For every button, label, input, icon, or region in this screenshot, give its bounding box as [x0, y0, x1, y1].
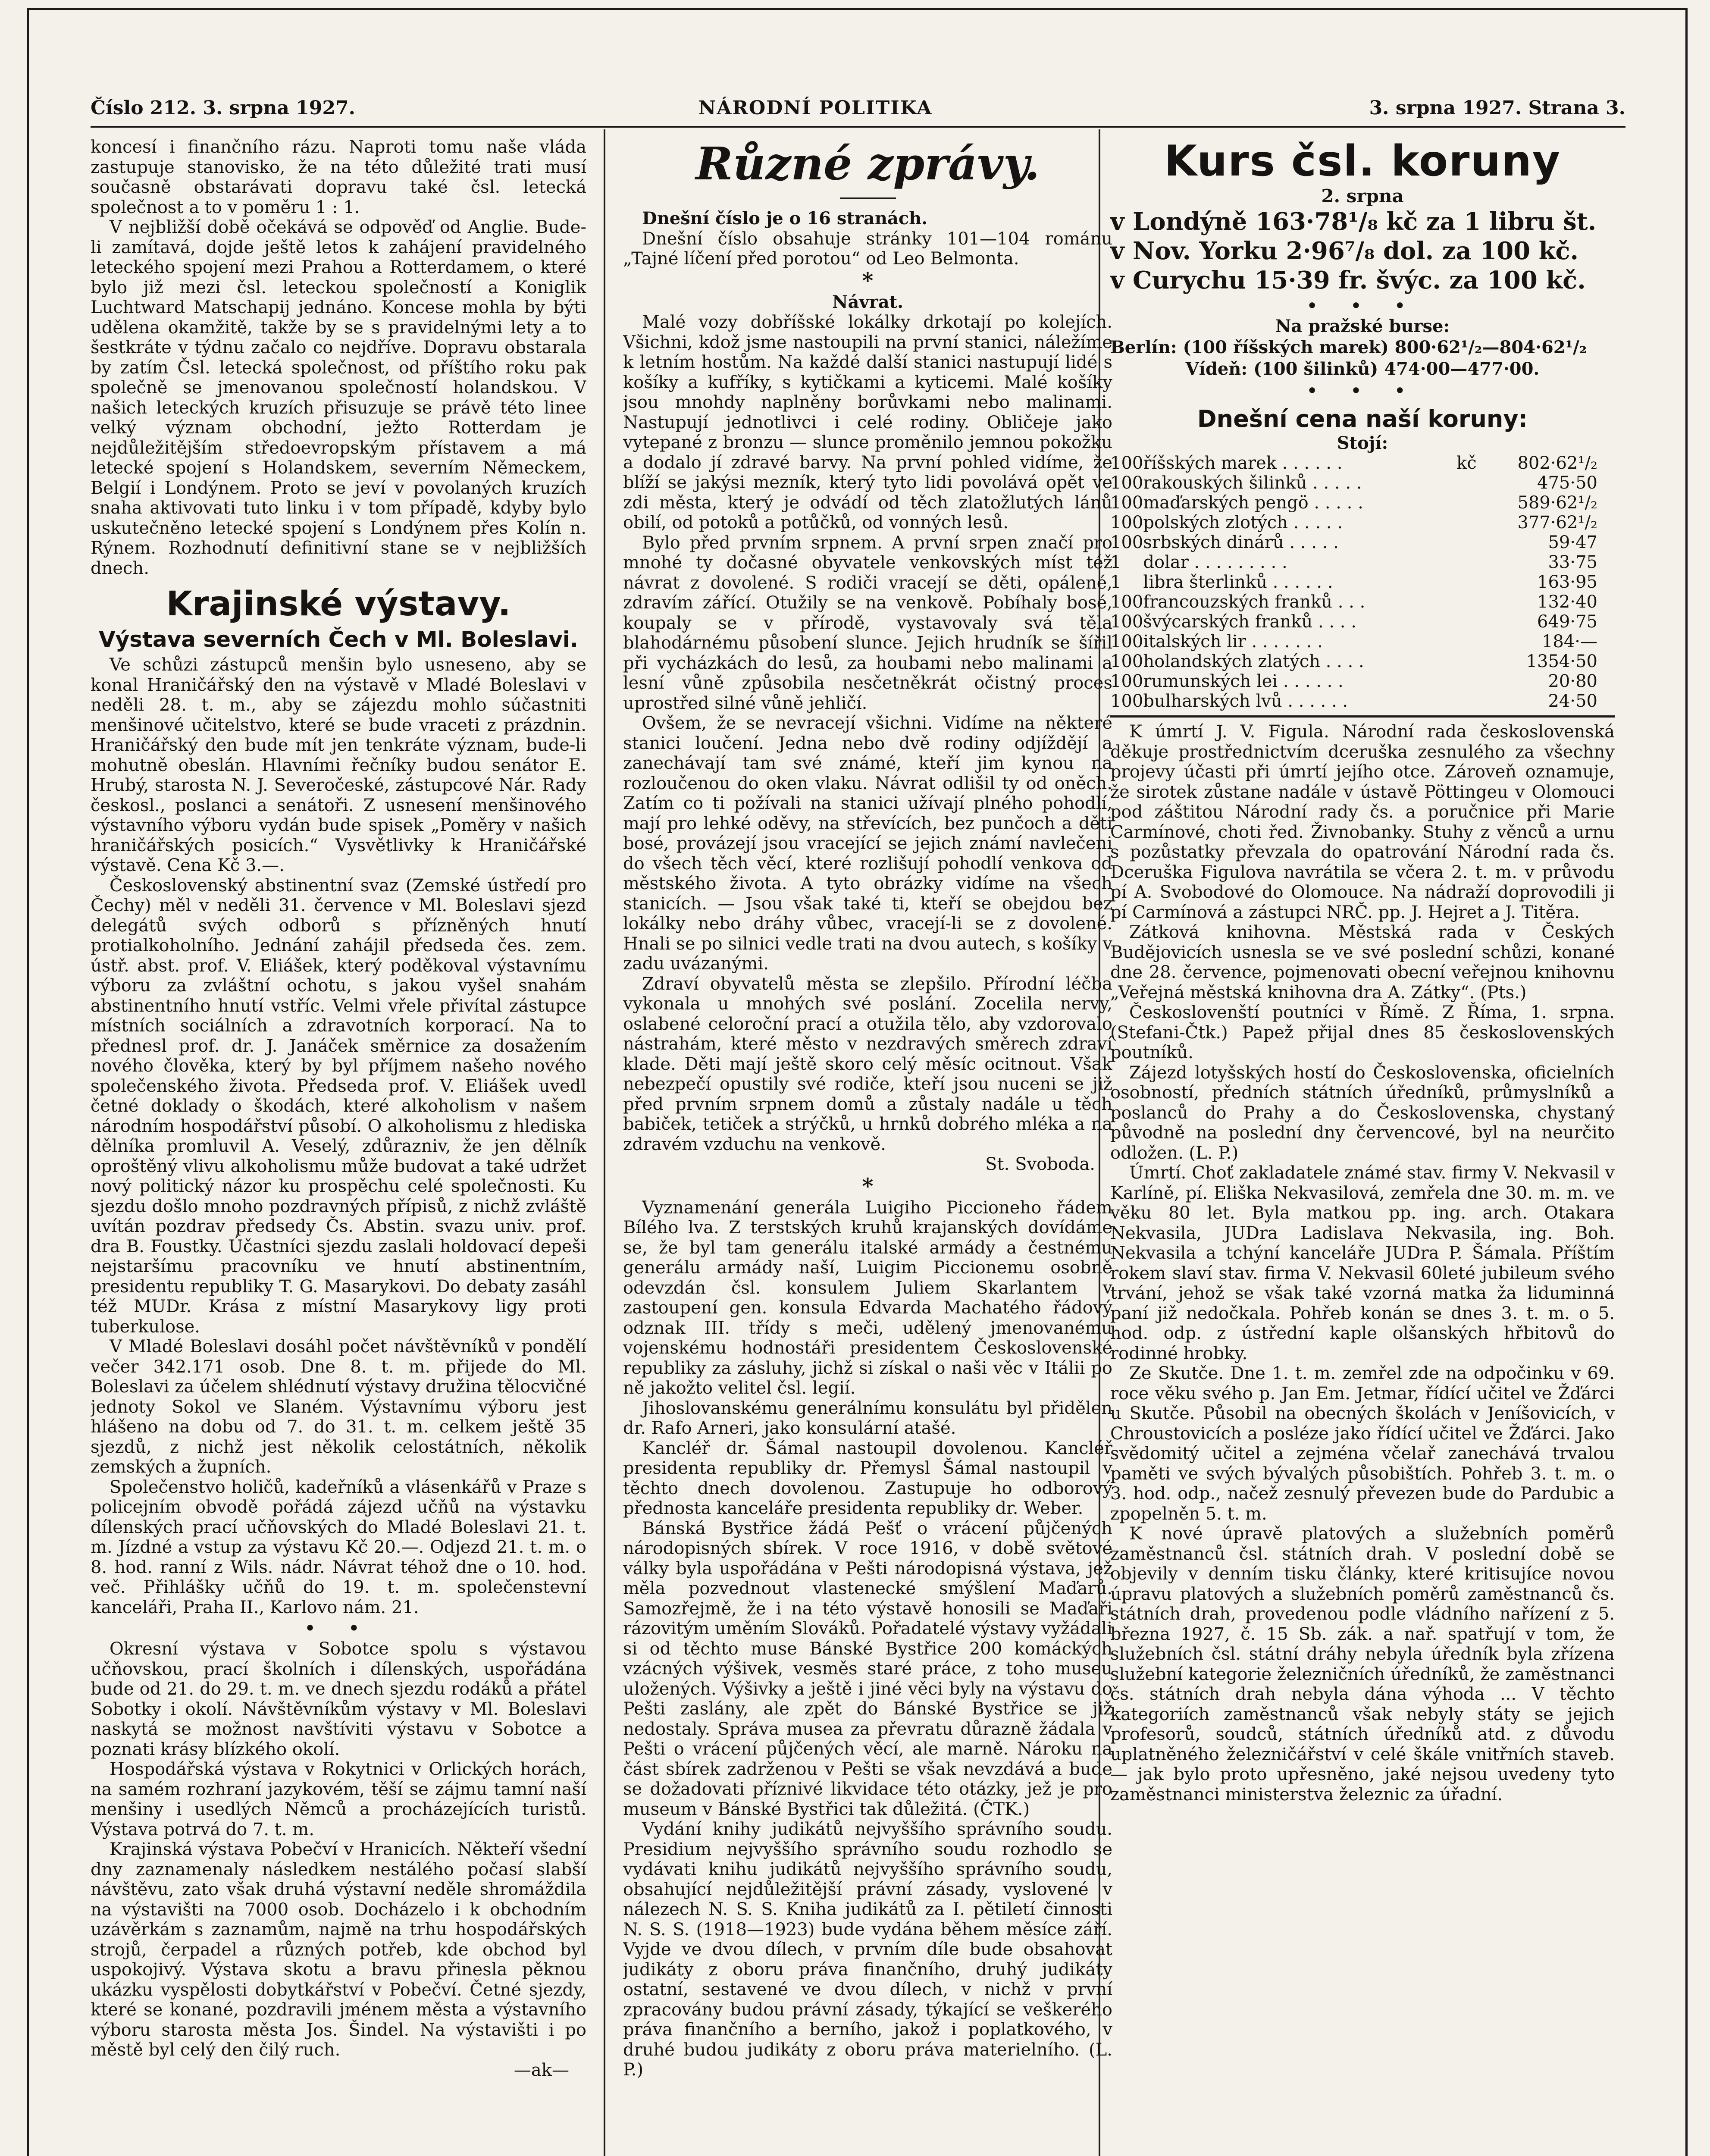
article-text: Společenstvo holičů, kadeřníků a vlásenkářů v Praze s policejním obvodě pořádá zájezd učňů na výstavku dílenských prací učňovských do Mladé Boleslavi 21. t. m. Jízdné a vstup za výstavu Kč 20.—. Odjezd 21. t. m. o 8. hod. ranní z Wils. nádr. Návrat téhož dne o 10. hod. več. Přihlášky učňů do 19. t. m. společenstevní kanceláři, Praha II., Karlovo nám. 21. — [91, 1477, 586, 1617]
divider — [840, 197, 896, 199]
table-row: 100 říšských marek . . . . . . kč 802·62¹/₂ — [1110, 453, 1597, 473]
rates-subheading: Stojí: — [1337, 432, 1388, 453]
bourse-berlin: Berlín: (100 říšských marek) 800·62¹/₂—804·62¹/₂ — [1110, 337, 1587, 357]
article-text: Hospodářská výstava v Rokytnici v Orlických horách, na samém rozhraní jazykovém, těší se zájmu tamní naší menšiny i usedlých Němců a procházejících turistů. Výstava potrvá do 7. t. m. — [91, 1759, 586, 1839]
rates-table — [1110, 453, 1615, 711]
table-row: 100 rumunských lei . . . . . . 20·80 — [1110, 671, 1597, 691]
article-text: K nové úpravě platových a služebních poměrů zaměstnanců čsl. státních drah. V poslední době se objevily v denním tisku články, které kritisujíce novou úpravu platových a služebních poměrů zaměstnanců čs. státních drah, provedenou podle vládního nařízení z 5. března 1927, č. 15 Sb. zák. a nař. spatřují v tom, že služebních čsl. státní dráhy nebyla úředník byla zřízena služební kategorie železničních úředníků, že zaměstnanci čs. státních drah nebyla dána výhoda ... V těchto kategoriích zaměstnanců však nebyly státy se jejich profesorů, soudců, státních úředníků atd. z důvodu uplatněného železničářství v celé škále vnitřních staveb. — jak bylo proto upřesněno, jaké nejsou uvedeny tyto zaměstnanci ministerstva železnic za úřadní. — [1110, 1524, 1615, 1805]
header-issue: Číslo 212. 3. srpna 1927. — [91, 97, 355, 119]
article-text: Československý abstinentní svaz (Zemské ústředí pro Čechy) měl v neděli 31. července v Ml. Boleslavi sjezd delegátů svých odborů s přízněných hnutí protialkoholního. Jednání zahájil předseda čes. zem. ústř. abst. prof. V. Eliášek, který poděkoval výstavnímu výboru za zvláštní ochotu, s jakou vyšel snahám abstinentního hnutí vstříc. Velmi vřele přivítal zástupce místních sociálních a zdravotních korporací. Na to přednesl prof. dr. J. Janáček směrnice za dosažením nového člověka, který by byl příjmem našeho nového společenského života. Předseda prof. V. Eliášek uvedl četné doklady o škodách, které alkoholism v našem národním hospodářství působí. O alkoholismu z hlediska dělníka promluvil A. Veselý, zdůrazniv, že jen dělník oproštěný vlivu alkoholismu může budovat a také udržet nový politický názor ku prospěchu celé společnosti. Ku sjezdu došlo mnoho pozdravných přípisů, z nichž zvláště uvítán pozdrav předsedy Čs. Abstin. svazu univ. prof. dra B. Foustky. Účastníci sjezdu zaslali holdovací depeši nejstaršímu pracovníku ve hnutí abstinentním, presidentu republiky T. G. Masarykovi. Do debaty zasáhl též MUDr. Krása z místní Masarykovy ligy proti tuberkulose. — [91, 875, 586, 1337]
table-row: 100 švýcarských franků . . . . 649·75 — [1110, 612, 1597, 632]
article-text: Dnešní číslo je o 16 stranách. — [642, 208, 928, 229]
article-text: Vydání knihy judikátů nejvyššího správního soudu. Presidium nejvyššího správního soudu rozhodlo se vydávati knihu judikátů nejvyššího správního soudu, obsahující nejdůležitější právní zásady, vyslovené v nálezech N. S. S. Kniha judikátů za I. pětiletí činnosti N. S. S. (1918—1923) bude vydána během měsíce září. Vyjde ve dvou dílech, v prvním díle bude obsahovat judikáty z oboru práva finančního, druhý judikáty ostatní, sestavené ve dvou dílech, v nichž v první zpracovány budou právní zásady, týkající se veškerého práva finančního a berního, jakož i poplatkového, v druhé budou judikáty z oboru práva materielního. (L. P.) — [623, 1819, 1112, 2080]
column-2 — [623, 137, 1112, 2156]
article-text: Ze Skutče. Dne 1. t. m. zemřel zde na odpočinku v 69. roce věku svého p. Jan Em. Jetmar, řídící učitel ve Žďárci u Skutče. Působil na obecných školách v Jeníšovicích, v Chroustovicích a posléze jako řídící učitel ve Žďárci. Jako svědomitý učitel a zejména včelař zanechává trvalou paměti ve svých bývalých působištích. Pohřeb 3. t. m. o 3. hod. odp., načež zesnulý převezen bude do Pardubic a zpopelněn 5. t. m. — [1110, 1363, 1615, 1524]
article-text: Jihoslovanskému generálnímu konsulátu byl přidělen dr. Rafo Arneri, jako konsulární atašé. — [623, 1398, 1112, 1438]
article-text: V Mladé Boleslavi dosáhl počet návštěvníků v pondělí večer 342.171 osob. Dne 8. t. m. přijede do Ml. Boleslavi za účelem shlédnutí výstavy družina tělocvičné jednoty Sokol ve Slaném. Výstavnímu výboru jest hlášeno na dobu od 7. do 31. t. m. celkem ještě 35 sjezdů, z nichž jest několik celostátních, několik zemských a župních. — [91, 1337, 586, 1477]
page-header — [91, 97, 1625, 127]
table-row: 100 rakouských šilinků . . . . . 475·50 — [1110, 473, 1597, 493]
article-heading: Návrat. — [832, 291, 904, 312]
bourse-vienna: Vídeň: (100 šilinků) 474·00—477·00. — [1185, 358, 1540, 379]
rate-new-york: v Nov. Yorku 2·96⁷/₈ dol. za 100 kč. — [1110, 237, 1578, 265]
article-text: Okresní výstava v Sobotce spolu s výstavou učňovskou, prací školních i dílenských, uspořádána bude od 21. do 29. t. m. ve dnech sjezdu rodáků a přátel Sobotky i okolí. Návštěvníkům výstavy v Ml. Boleslavi naskytá se možnost navštíviti výstavu v Sobotce a poznati krásy blízkého okolí. — [91, 1639, 586, 1759]
table-row: 100 bulharských lvů . . . . . . 24·50 — [1110, 691, 1597, 711]
rate-zurich: v Curychu 15·39 fr. švýc. za 100 kč. — [1110, 266, 1586, 295]
table-row: 100 francouzských franků . . . 132·40 — [1110, 592, 1597, 612]
article-text: Kancléř dr. Šámal nastoupil dovolenou. Kancléř presidenta republiky dr. Přemysl Šámal nastoupil v těchto dnech dovolenou. Zastupuje ho odborový přednosta kanceláře presidenta republiky dr. Weber. — [623, 1438, 1112, 1518]
article-text: Krajinská výstava Pobečví v Hranicích. Někteří všední dny zaznamenaly následkem nestálého počasí slabší návštěvu, zato však druhá výstavní neděle shromáždila na výstavišti na 7000 osob. Docházelo i k obchodním uzávěrkám s zaznamům, najmě na trhu hospodářských strojů, čerpadel a různých potřeb, kde obchod byl uspokojivý. Výstava skotu a bravu přinesla pěknou ukázku vyspělosti dobytkářství v Pobečví. Četné sjezdy, které se konané, pozdravili jménem města a výstavního výboru starosta města Jos. Šindel. Na výstavišti i po městě byl celý den čilý ruch. — [91, 1839, 586, 2060]
article-text: Zdraví obyvatelů města se zlepšilo. Přírodní léčba vykonala u mnohých své poslání. Zocelila nervy, oslabené celoroční prací a otužila tělo, aby vzdorovalo nástrahám, které město v nezdravých směrech zdraví klade. Děti mají ještě skoro celý měsíc ocitnout. Však nebezpečí opustily své rodiče, kteří jsou nuceni se již před prvním srpnem domů a zůstaly nadále u těch babiček, tetiček a strýčků, u hrnků dobrého mléka a na zdravém vzduchu na venkově. — [623, 974, 1112, 1154]
rate-london: v Londýně 163·78¹/₈ kč za 1 libru št. — [1110, 207, 1597, 236]
article-text: Vyznamenání generála Luigiho Piccioneho řádem Bílého lva. Z terstských kruhů krajanských dovídáme se, že byl tam generálu italské armády a čestnému generálu armády naší, Luigim Piccionemu osobně odevzdán čsl. konsulem Juliem Skarlantem v zastoupení gen. konsula Edvarda Machatého řádový odznak III. třídy s meči, udělený jmenovanému vojenskému hodnostáři presidentem Československé republiky za zásluhy, jichž si získal o naši věc v Itálii po ně jakožto velitel čsl. legií. — [623, 1197, 1112, 1398]
signature: —ak— — [514, 2060, 569, 2080]
article-text: K úmrtí J. V. Figula. Národní rada československá děkuje prostřednictvím dceruška zesnulého za všechny projevy účasti při úmrtí jejího otce. Zároveň oznamuje, že sirotek zůstane nadále v ústavě Pöttingeu v Olomouci pod záštitou Národní rady čs. a poručnice při Marie Carmínové, choti řed. Živnobanky. Stuhy z věnců a urnu s pozůstatky převzala do opatrování Národní rada čs. Dceruška Figulova navrátila se včera 2. t. m. v průvodu pí A. Svobodové do Olomouce. Na nádraží doprovodili ji pí Carmínová a zástupci NRČ. pp. J. Hejret a J. Titěra. — [1110, 722, 1615, 922]
article-text: Zátková knihovna. Městská rada v Českých Budějovicích usnesla se ve své poslední schůzi, konané dne 28. července, pojmenovati obecní veřejnou knihovnu „Veřejná městská knihovna dra A. Zátky“. (Pts.) — [1110, 922, 1615, 1003]
header-rule — [91, 126, 1625, 128]
article-text: V nejbližší době očekává se odpověď od Anglie. Bude-li zamítavá, dojde ještě letos k zahájení pravidelného leteckého spojení mezi Prahou a Rotterdamem, o které bylo již mezi čsl. leteckou společností a Koniglik Luchtward Matschapij jednáno. Koncese mohla by býti udělena okamžitě, takže by se s pravidelnými lety a to šestkráte v týdnu začalo co nejdříve. Dopravu obstarala by zatím Čsl. letecká společnost, od příštího roku pak společně se jmenovanou společností holandskou. V našich leteckých kruzích přisuzuje se právě této linee velký význam obchodní, ježto Rotterdam je nejdůležitějším středoevropským přístavem a má letecké spojení s Holandskem, severním Německem, Belgií i Londýnem. Proto se jeví v povolaných kruzích snaha aktivovati tuto linku i v tom případě, kdyby bylo uskutečněno letecké spojení s Londýnem přes Kolín n. Rýnem. Rozhodnutí definitivní stane se v nejbližších dnech. — [91, 217, 586, 578]
article-text: Bylo před prvním srpnem. A první srpen značí pro mnohé ty dočasné obyvatele venkovských míst též návrat z dovolené. S rodiči vracejí se děti, opálené, zdravím zářící. Otužily se na venkově. Pobíhaly bosé, koupaly se v přírodě, vystavovaly svá těla blahodárnému působení slunce. Jejich hrudník se šířil při vycházkách do lesů, za houbami nebo malinami a lesní vůně způsobila nesčetněkrát očistný proces uprostřed silné vůně jehličí. — [623, 533, 1112, 713]
signature: St. Svoboda. — [985, 1154, 1095, 1174]
table-row: 100 italských lir . . . . . . . 184·— — [1110, 632, 1597, 652]
article-text: Dnešní číslo obsahuje stránky 101—104 románu „Tajné líčení před porotou“ od Leo Belmonta. — [623, 229, 1112, 269]
separator: • • — [304, 1617, 373, 1640]
header-date-page: 3. srpna 1927. Strana 3. — [1369, 97, 1625, 119]
table-row: 1 dolar . . . . . . . . . 33·75 — [1110, 552, 1597, 572]
table-row: 100 srbských dinárů . . . . . 59·47 — [1110, 533, 1597, 552]
header-masthead: NÁRODNÍ POLITIKA — [698, 97, 933, 119]
divider — [1110, 715, 1615, 718]
article-text: Ovšem, že se nevracejí všichni. Vidíme na některé stanici loučení. Jedna nebo dvě rodiny odjíždějí a zanechávají tam své známé, kteří jim kynou na rozloučenou do oken vlaku. Návrat odlišil ty od oněch. Zatím co ti požívali na stanici užívají plného pohodlí, mají pro lehké oděvy, na střevících, bez punčoch a děti bosé, provázejí jsou vracející se jejich známí navlečeni do všech těch věcí, které rozlišují pohodlí venkova od městského života. A tyto obrázky vidíme na všech stanicích. — Jsou však také ti, kteří se obejdou bez lokálky nebo dráhy vůbec, vracejí-li se z dovolené. Hnali se po silnici vedle trati na dvou autech, s košíky v zadu uvázanými. — [623, 713, 1112, 974]
bourse-heading: Na pražské burse: — [1275, 316, 1450, 336]
article-text: Zájezd lotyšských hostí do Československa, oficielních osobností, předních státních úředníků, průmyslníků a poslanců do Prahy a do Československa, chystaný původně na poslední dny červencové, byl na neurčito odložen. (L. P.) — [1110, 1062, 1615, 1163]
article-text: Českoslovenští poutníci v Římě. Z Říma, 1. srpna. (Stefani-Čtk.) Papež přijal dnes 85 československých poutníků. — [1110, 1003, 1615, 1062]
table-row: 100 polských zlotých . . . . . 377·62¹/₂ — [1110, 513, 1597, 533]
article-text: Ve schůzi zástupců menšin bylo usneseno, aby se konal Hraničářský den na výstavě v Mladé Boleslavi v neděli 28. t. m., aby se zájezdu mohlo súčastniti menšinové učitelstvo, které se bude vraceti z prázdnin. Hraničářský den bude mít jen tenkráte význam, bude-li mohutně obeslán. Hlavními řečníky budou senátor E. Hrubý, starosta N. J. Severočeské, zástupcové Nár. Rady českosl., poslanci a senátoři. Z usnesení menšinového výstavního výboru vydán bude spisek „Poměry v našich hraničářských posicích.“ Vysvětlivky k Hraničářské výstavě. Cena Kč 3.—. — [91, 655, 586, 875]
table-row: 1 libra šterlinků . . . . . . 163·95 — [1110, 572, 1597, 592]
article-text: Malé vozy dobříšské lokálky drkotají po kolejích. Všichni, kdož jsme nastoupili na první stanici, náležíme k letním hostům. Na každé další stanici nastupují lidé s košíky a kufříky, s kytičkami a kyticemi. Malé košíky jsou mnohdy naplněny borůvkami nebo malinami. Nastupují jednotlivci i celé rodiny. Obličeje jako vytepané z bronzu — slunce proměnilo jemnou pokožku a dodalo jí zdravé barvy. Na první pohled vidíme, že blíží se jakýsi mezník, který tyto lidi povolává opět ve zdi města, který je odvádí od těch zlatožlutých lánů obilí, od potoků a potůčků, od vonných lesů. — [623, 312, 1112, 533]
section-heading: Kurs čsl. koruny — [1164, 137, 1561, 186]
section-heading: Krajinské výstavy. — [166, 585, 511, 624]
article-text: Úmrtí. Choť zakladatele známé stav. firmy V. Nekvasil v Karlíně, pí. Eliška Nekvasilová, zemřela dne 30. m. m. ve věku 80 let. Byla matkou pp. ing. arch. Otakara Nekvasila, JUDra Ladislava Nekvasila, ing. Boh. Nekvasila a tchýní kanceláře JUDra P. Šámala. Příštím rokem slaví stav. firma V. Nekvasil 60leté jubileum svého trvání, jehož se však také vzorná matka ža liduminná paní již nedočkala. Pohřeb konán se dnes 3. t. m. o 5. hod. odp. z ústřední kaple olšanských hřbitovů do rodinné hrobky. — [1110, 1163, 1615, 1363]
article-text: koncesí i finančního rázu. Naproti tomu naše vláda zastupuje stanovisko, že na této důležité trati musí současně obstarávati dopravu také čsl. letecká společnost a to v poměru 1 : 1. — [91, 137, 586, 217]
separator: * — [862, 267, 874, 293]
separator: • • • — [1306, 379, 1419, 402]
section-heading: Různé zprávy. — [695, 137, 1040, 190]
rate-date: 2. srpna — [1321, 185, 1404, 207]
column-1 — [91, 137, 586, 2156]
column-rule-1 — [604, 129, 605, 2156]
separator: * — [862, 1173, 874, 1199]
table-row: 100 maďarských pengö . . . . . 589·62¹/₂ — [1110, 493, 1597, 513]
table-row: 100 holandských zlatých . . . . 1354·50 — [1110, 652, 1597, 671]
column-3 — [1110, 137, 1615, 2156]
separator: • • • — [1306, 294, 1419, 317]
article-heading: Výstava severních Čech v Ml. Boleslavi. — [98, 627, 579, 652]
article-text: Bánská Bystřice žádá Pešť o vrácení půjčených národopisných sbírek. V roce 1916, v době světové války byla uspořádána v Pešti národopisná výstava, jež měla pozvednout vlastenecké smýšlení Maďarů. Samozřejmě, že i na této výstavě honosili se Maďaři rázovitým uměním Slováků. Pořadatelé výstavy vyžádali si od těchto muse Bánské Bystřice 200 komáckých vzácných výšivek, vesměs staré práce, z toho museu uložených. Výšivky a ještě i jiné věci byly na výstavu do Pešti zaslány, ale zpět do Bánské Bystřice se již nedostaly. Správa musea za převratu důrazně žádala v Pešti o vrácení půjčených věcí, ale marně. Nároku na část sbírek zadrženou v Pešti se však nevzdává a bude se dožadovati příznivé likvidace této otázky, jež je pro museum v Bánské Bystřici tak důležitá. (ČTK.) — [623, 1518, 1112, 1819]
rates-heading: Dnešní cena naší koruny: — [1197, 405, 1528, 432]
